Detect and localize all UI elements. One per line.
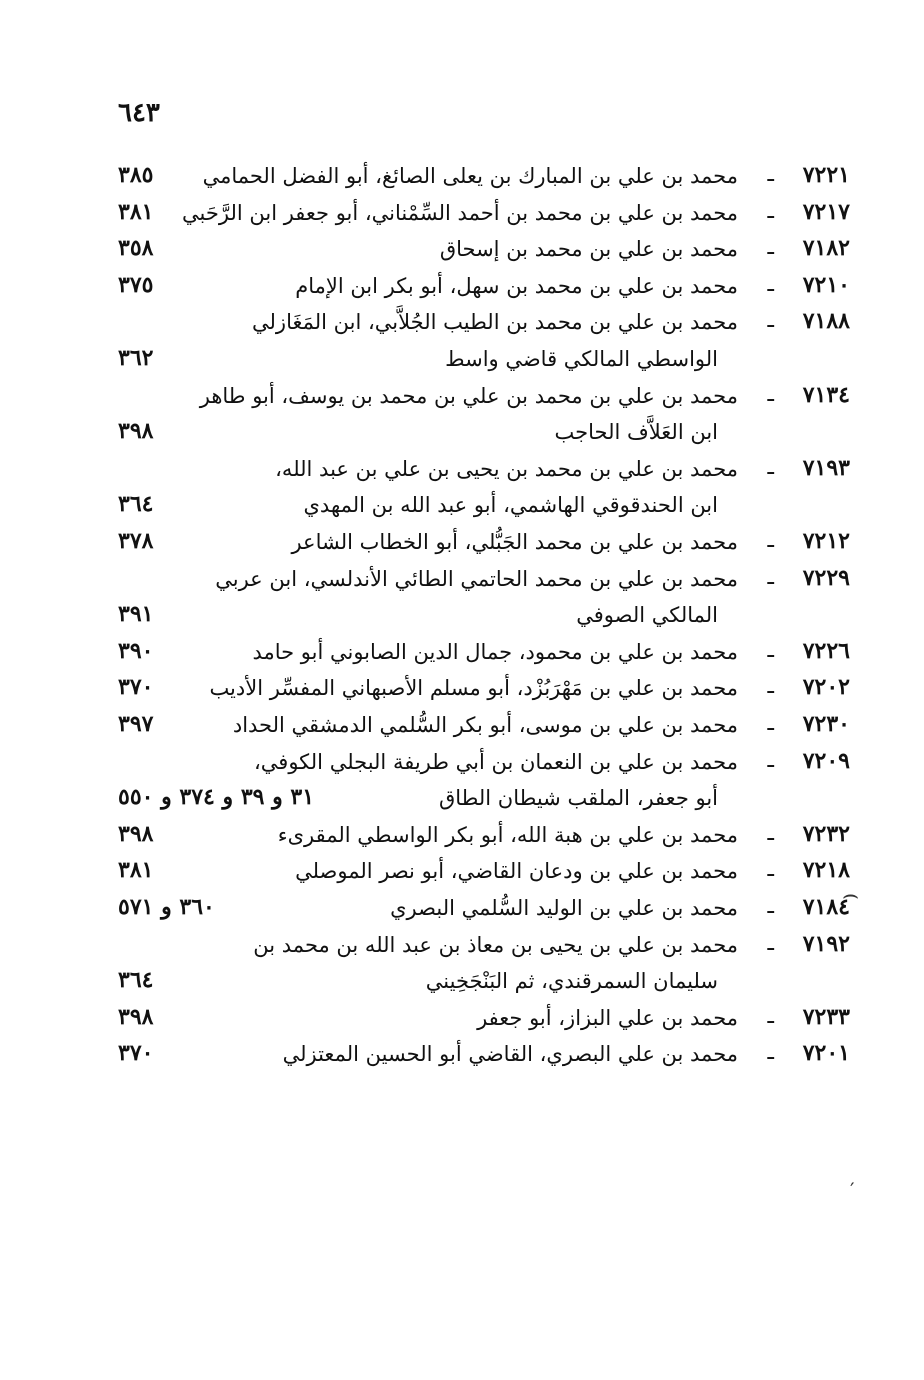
index-entry-line [0, 382, 924, 422]
entry-dash: ـ [767, 821, 774, 846]
index-entry-line [0, 1040, 924, 1080]
entry-page-reference: ٣٨٥ [118, 162, 154, 188]
entry-name: محمد بن علي بن النعمان بن أبي طريفة البجلي الكوفي، [254, 750, 738, 774]
index-entry-line [0, 857, 924, 897]
entry-page-reference: ٣٧٨ [118, 528, 154, 554]
entry-page-reference: ٣٧٠ [118, 1040, 154, 1066]
entry-dash: ـ [767, 565, 774, 590]
entry-dash: ـ [767, 162, 774, 187]
entry-dash: ـ [767, 382, 774, 407]
entry-page-reference: ٣٧٠ [118, 674, 154, 700]
entry-dash: ـ [767, 894, 774, 919]
index-entry-line [0, 894, 924, 934]
index-entry-line [0, 199, 924, 239]
entry-dash: ـ [767, 455, 774, 480]
entry-name-continuation: أبو جعفر، الملقب شيطان الطاق [438, 786, 718, 810]
index-entry-line [0, 638, 924, 678]
index-entry-line [0, 711, 924, 751]
entry-number: ٧٢٠١ [802, 1040, 850, 1066]
entry-number: ٧٢٠٩ [802, 748, 850, 774]
entry-name: محمد بن علي بن محمد بن سهل، أبو بكر ابن الإمام [295, 274, 738, 298]
entry-number: ٧١٨٢ [802, 235, 850, 261]
entry-name-continuation: المالكي الصوفي [576, 603, 718, 627]
index-entry-line [0, 272, 924, 312]
entry-number: ٧٢٣٣ [802, 1004, 850, 1030]
entry-dash: ـ [767, 272, 774, 297]
entry-page-reference: ٣٩١ [118, 601, 154, 627]
entry-number: ٧٢٣٢ [802, 821, 850, 847]
entry-page-reference: ٣٨١ [118, 199, 154, 225]
entry-page-reference: ٣٦٠ و ٥٧١ [118, 894, 215, 920]
entry-dash: ـ [767, 199, 774, 224]
entry-name: محمد بن علي بن يحيى بن معاذ بن عبد الله بن محمد بن [253, 933, 738, 957]
entry-name: محمد بن علي بن هبة الله، أبو بكر الواسطي المقرىء [277, 823, 738, 847]
entry-name: محمد بن علي بن محمد بن أحمد السِّمْناني، أبو جعفر ابن الرَّحَبي [182, 201, 738, 225]
entry-page-reference: ٣١ و ٣٩ و ٣٧٤ و ٥٥٠ [118, 784, 315, 810]
entry-page-reference: ٣٨١ [118, 857, 154, 883]
entry-dash: ـ [767, 1004, 774, 1029]
index-entry-line [0, 491, 924, 531]
entry-number: ٧٢١٢ [802, 528, 850, 554]
entry-dash: ـ [767, 711, 774, 736]
entry-page-reference: ٣٧٥ [118, 272, 154, 298]
entry-page-reference: ٣٦٢ [118, 345, 154, 371]
entry-page-reference: ٣٩٠ [118, 638, 154, 664]
entry-name: محمد بن علي بن المبارك بن يعلى الصائغ، أبو الفضل الحمامي [202, 164, 738, 188]
entry-number: ٧٢١٠ [802, 272, 850, 298]
index-entry-line [0, 784, 924, 824]
entry-name: محمد بن علي بن الوليد السُّلمي البصري [390, 896, 738, 920]
entry-dash: ـ [767, 748, 774, 773]
index-entry-line [0, 235, 924, 275]
entry-dash: ـ [767, 308, 774, 333]
entry-page-reference: ٣٦٤ [118, 967, 154, 993]
entry-name: محمد بن علي البزاز، أبو جعفر [477, 1006, 738, 1030]
entry-page-reference: ٣٩٨ [118, 821, 154, 847]
entry-dash: ـ [767, 528, 774, 553]
entry-name-continuation: ابن الحندقوقي الهاشمي، أبو عبد الله بن المهدي [303, 493, 718, 517]
index-entry-line [0, 674, 924, 714]
entry-number: ٧١٨٨ [802, 308, 850, 334]
entry-number: ٧١٩٣ [802, 455, 850, 481]
index-entry-line [0, 418, 924, 458]
entry-page-reference: ٣٩٧ [118, 711, 154, 737]
entry-page-reference: ٣٦٤ [118, 491, 154, 517]
entry-number: ٧٢٢٦ [802, 638, 850, 664]
entry-number: ٧٢٣٠ [802, 711, 850, 737]
entry-dash: ـ [767, 674, 774, 699]
entry-number: ٧١٩٢ [802, 931, 850, 957]
entry-name: محمد بن علي بن مَهْرَبُزْد، أبو مسلم الأصبهاني المفسِّر الأديب [209, 676, 738, 700]
entry-name: محمد بن علي بن موسى، أبو بكر السُّلمي الدمشقي الحداد [232, 713, 738, 737]
handwritten-tick-mark: ′ [850, 1178, 855, 1202]
entry-name: محمد بن علي بن محمد بن الطيب الجُلاَّبي، ابن المَغَازلي [252, 310, 738, 334]
index-entry-line [0, 931, 924, 971]
entry-dash: ـ [767, 1040, 774, 1065]
index-entry-line [0, 1004, 924, 1044]
entry-name: محمد بن علي بن محمد بن علي بن محمد بن يوسف، أبو طاهر [199, 384, 738, 408]
handwritten-check-mark: ⌢ [842, 880, 860, 910]
entry-number: ٧١٣٤ [802, 382, 850, 408]
entry-number: ٧٢١٨ [802, 857, 850, 883]
index-entry-line [0, 748, 924, 788]
index-entry-line [0, 528, 924, 568]
entry-name: محمد بن علي بن محمد بن إسحاق [439, 237, 738, 261]
index-entry-line [0, 565, 924, 605]
entry-dash: ـ [767, 857, 774, 882]
entry-name: محمد بن علي بن محمد بن يحيى بن علي بن عبد الله، [275, 457, 738, 481]
entry-name: محمد بن علي بن محمد الحاتمي الطائي الأندلسي، ابن عربي [215, 567, 738, 591]
index-entry-line [0, 345, 924, 385]
entry-dash: ـ [767, 638, 774, 663]
entry-name: محمد بن علي بن محمد الجَبُّلي، أبو الخطاب الشاعر [291, 530, 738, 554]
entry-name: محمد بن علي بن محمود، جمال الدين الصابوني أبو حامد [252, 640, 738, 664]
index-entry-line [0, 821, 924, 861]
entry-page-reference: ٣٩٨ [118, 418, 154, 444]
entry-dash: ـ [767, 931, 774, 956]
entry-name-continuation: سليمان السمرقندي، ثم البَنْجَخِيني [425, 969, 718, 993]
entry-number: ٧٢٢٩ [802, 565, 850, 591]
index-entry-line [0, 308, 924, 348]
index-entry-line [0, 455, 924, 495]
index-entry-line [0, 162, 924, 202]
index-entry-line [0, 601, 924, 641]
entry-name: محمد بن علي بن ودعان القاضي، أبو نصر الموصلي [295, 859, 738, 883]
entry-number: ٧١٨٤ [802, 894, 850, 920]
entry-dash: ـ [767, 235, 774, 260]
entry-name-continuation: الواسطي المالكي قاضي واسط [445, 347, 718, 371]
entry-number: ٧٢٠٢ [802, 674, 850, 700]
entry-number: ٧٢١٧ [802, 199, 850, 225]
index-entry-line [0, 967, 924, 1007]
entry-page-reference: ٣٥٨ [118, 235, 154, 261]
entry-name: محمد بن علي البصري، القاضي أبو الحسين المعتزلي [282, 1042, 738, 1066]
entry-name-continuation: ابن العَلاَّف الحاجب [554, 420, 718, 444]
page-number: ٦٤٣ [118, 98, 160, 128]
entry-page-reference: ٣٩٨ [118, 1004, 154, 1030]
entry-number: ٧٢٢١ [802, 162, 850, 188]
